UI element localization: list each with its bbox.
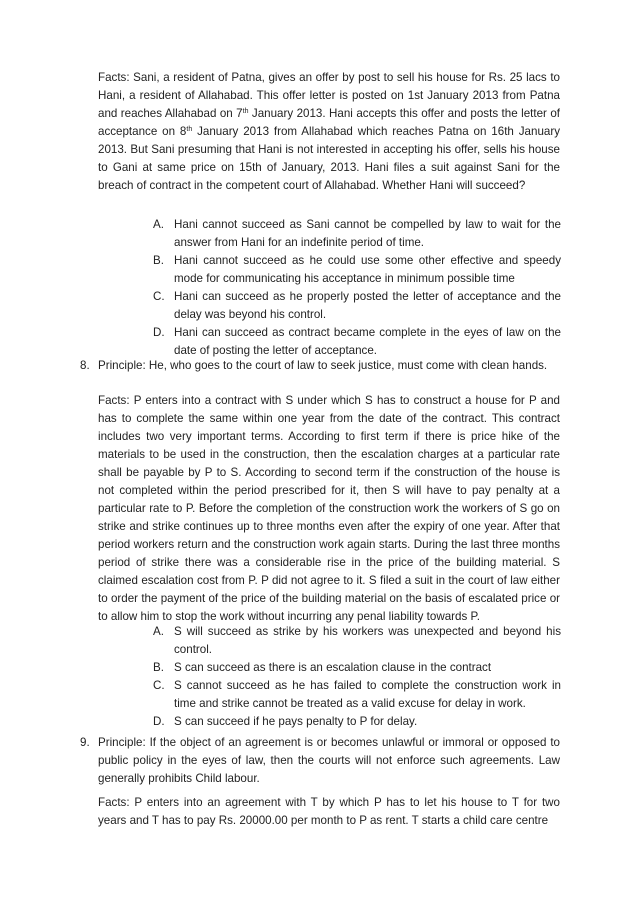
q9-number: 9. [80,736,90,749]
q7-option-a [153,216,561,252]
option-letter: B. [153,661,164,674]
q8-options [153,623,561,731]
q7-option-b [153,252,561,288]
option-letter: C. [153,679,165,692]
option-text: Hani can succeed as contract became complete in the eyes of law on the date of posting the letter of acceptance. [174,326,561,357]
q7-facts-text-2: January 2013. Hani accepts this offer and posts the letter of acceptance on 8 [98,107,560,138]
option-text: S will succeed as strike by his workers was unexpected and beyond his control. [174,625,561,656]
q8-option-d [153,713,561,731]
q7-options [153,216,561,360]
q7-facts-sup-1: th [242,108,249,115]
q7-facts-text-3: January 2013 from Allahabad which reaches Patna on 16th January 2013. But Sani presuming that Hani is not interested in accepting his offer, sells his house to Gani at same price on 15th of January, 2013. Hani files a suit against Sani for the breach of contract in the competent court of Allahabad. Whether Hani will succeed? [98,125,560,192]
q8-facts: Facts: P enters into a contract with S under which S has to construct a house for P and has to complete the same within one year from the date of the contract. This contract includes two very important terms. According to first term if there is price hike of the materials to be used in the construction, then the escalation charges at a particular rate shall be payable by P to S. According to second term if the construction of the house is not completed within the period prescribed for it, then S will have to pay penalty at a particular rate to P. Before the completion of the construction work the workers of S go on strike and strike continues up to three months even after the expiry of one year. After that period workers return and the construction work again starts. During the last three months period of strike there was a considerable rise in the price of the building material. S claimed escalation cost from P. P did not agree to it. S filed a suit in the court of law either to order the payment of the price of the building material on the basis of escalated price or to allow him to stop the work without incurring any penal liability towards P. [98,394,560,623]
option-text: S cannot succeed as he has failed to complete the construction work in time and strike cannot be treated as a valid excuse for delay in work. [174,679,561,710]
option-text: Hani can succeed as he properly posted the letter of acceptance and the delay was beyond his control. [174,290,561,321]
option-text: S can succeed if he pays penalty to P for delay. [174,715,418,728]
option-text: S can succeed as there is an escalation clause in the contract [174,661,492,674]
q7-facts-sup-2: th [186,126,193,133]
q9-facts: Facts: P enters into an agreement with T by which P has to let his house to T for two years and T has to pay Rs. 20000.00 per month to P as rent. T starts a child care centre [98,796,560,827]
q7-facts-text-1: Facts: Sani, a resident of Patna, gives an offer by post to sell his house for Rs. 25 lacs to Hani, a resident of Allahabad. This offer letter is posted on 1st January 2013 from Patna and reaches Allahabad on 7 [98,71,560,120]
option-letter: C. [153,290,165,303]
option-letter: B. [153,254,164,267]
q8-principle: Principle: He, who goes to the court of law to seek justice, must come with clean hands. [98,359,548,372]
q8-option-a [153,623,561,659]
q7-facts [98,69,560,195]
q8-number: 8. [80,359,90,372]
option-letter: A. [153,218,164,231]
q7-option-d [153,324,561,360]
option-letter: A. [153,625,164,638]
option-letter: D. [153,326,165,339]
option-letter: D. [153,715,165,728]
option-text: Hani cannot succeed as Sani cannot be compelled by law to wait for the answer from Hani for an indefinite period of time. [174,218,561,249]
q8-option-c [153,677,561,713]
q9-principle: Principle: If the object of an agreement is or becomes unlawful or immoral or opposed to public policy in the eyes of law, then the courts will not enforce such agreements. Law generally prohibits Child labour. [98,736,560,785]
q7-option-c [153,288,561,324]
option-text: Hani cannot succeed as he could use some other effective and speedy mode for communicating his acceptance in minimum possible time [174,254,561,285]
q8-option-b [153,659,561,677]
